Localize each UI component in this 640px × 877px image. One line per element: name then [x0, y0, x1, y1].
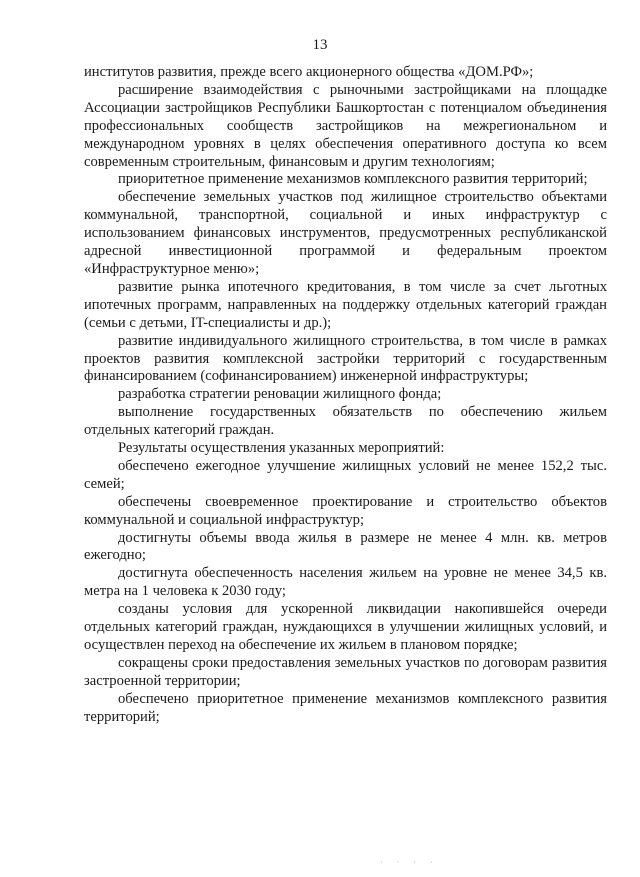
paragraph: приоритетное применение механизмов комплексного развития территорий;	[118, 171, 588, 188]
paragraph: Результаты осуществления указанных мероприятий:	[118, 440, 445, 457]
paragraph: созданы условия для ускоренной ликвидации накопившейся очереди отдельных категорий граждан, нуждающихся в улучшении жилищных условий, и осуществлен переход на обеспечение их жильем в плановом порядке;	[84, 601, 607, 653]
paragraph: обеспечение земельных участков под жилищное строительство объектами коммунальной, транспортной, социальной и иных инфраструктур с использованием финансовых инструментов, предусмотренных республиканской адресной инвестиционной программой и федеральным проектом «Инфраструктурное меню»;	[84, 189, 607, 277]
paragraph: достигнуты объемы ввода жилья в размере не менее 4 млн. кв. метров ежегодно;	[84, 529, 607, 564]
paragraph: развитие индивидуального жилищного строительства, в том числе в рамках проектов развития комплексной застройки территорий с государственным финансированием (софинансированием) инженерной инфраструктуры;	[84, 332, 607, 385]
paragraph: институтов развития, прежде всего акционерного общества «ДОМ.РФ»;	[84, 64, 534, 80]
paragraph: разработка стратегии реновации жилищного фонда;	[118, 386, 442, 403]
paragraph: достигнута обеспеченность населения жильем на уровне не менее 34,5 кв. метра на 1 человека к 2030 году;	[84, 565, 607, 600]
document-body	[84, 64, 607, 727]
paragraph: обеспечено ежегодное улучшение жилищных условий не менее 152,2 тыс. семей;	[84, 457, 607, 492]
page-number: 13	[312, 37, 328, 53]
scan-artifact: · · · ·	[380, 858, 439, 867]
paragraph: расширение взаимодействия с рыночными застройщиками на площадке Ассоциации застройщиков Республики Башкортостан с потенциалом объединения профессиональных сообществ застройщиков на межрегиональном и международном уровнях в целях обеспечения оперативного доступа ко всем современным строительным, финансовым и другим технологиям;	[84, 81, 607, 170]
paragraph: сокращены сроки предоставления земельных участков по договорам развития застроенной территории;	[84, 654, 607, 689]
paragraph: обеспечены своевременное проектирование и строительство объектов коммунальной и социальной инфраструктур;	[84, 493, 607, 528]
paragraph: обеспечено приоритетное применение механизмов комплексного развития территорий;	[84, 690, 607, 725]
paragraph: выполнение государственных обязательств по обеспечению жильем отдельных категорий граждан.	[84, 404, 607, 439]
paragraph: развитие рынка ипотечного кредитования, в том числе за счет льготных ипотечных программ, направленных на поддержку отдельных категорий граждан (семьи с детьми, IT-специалисты и др.);	[84, 278, 607, 331]
